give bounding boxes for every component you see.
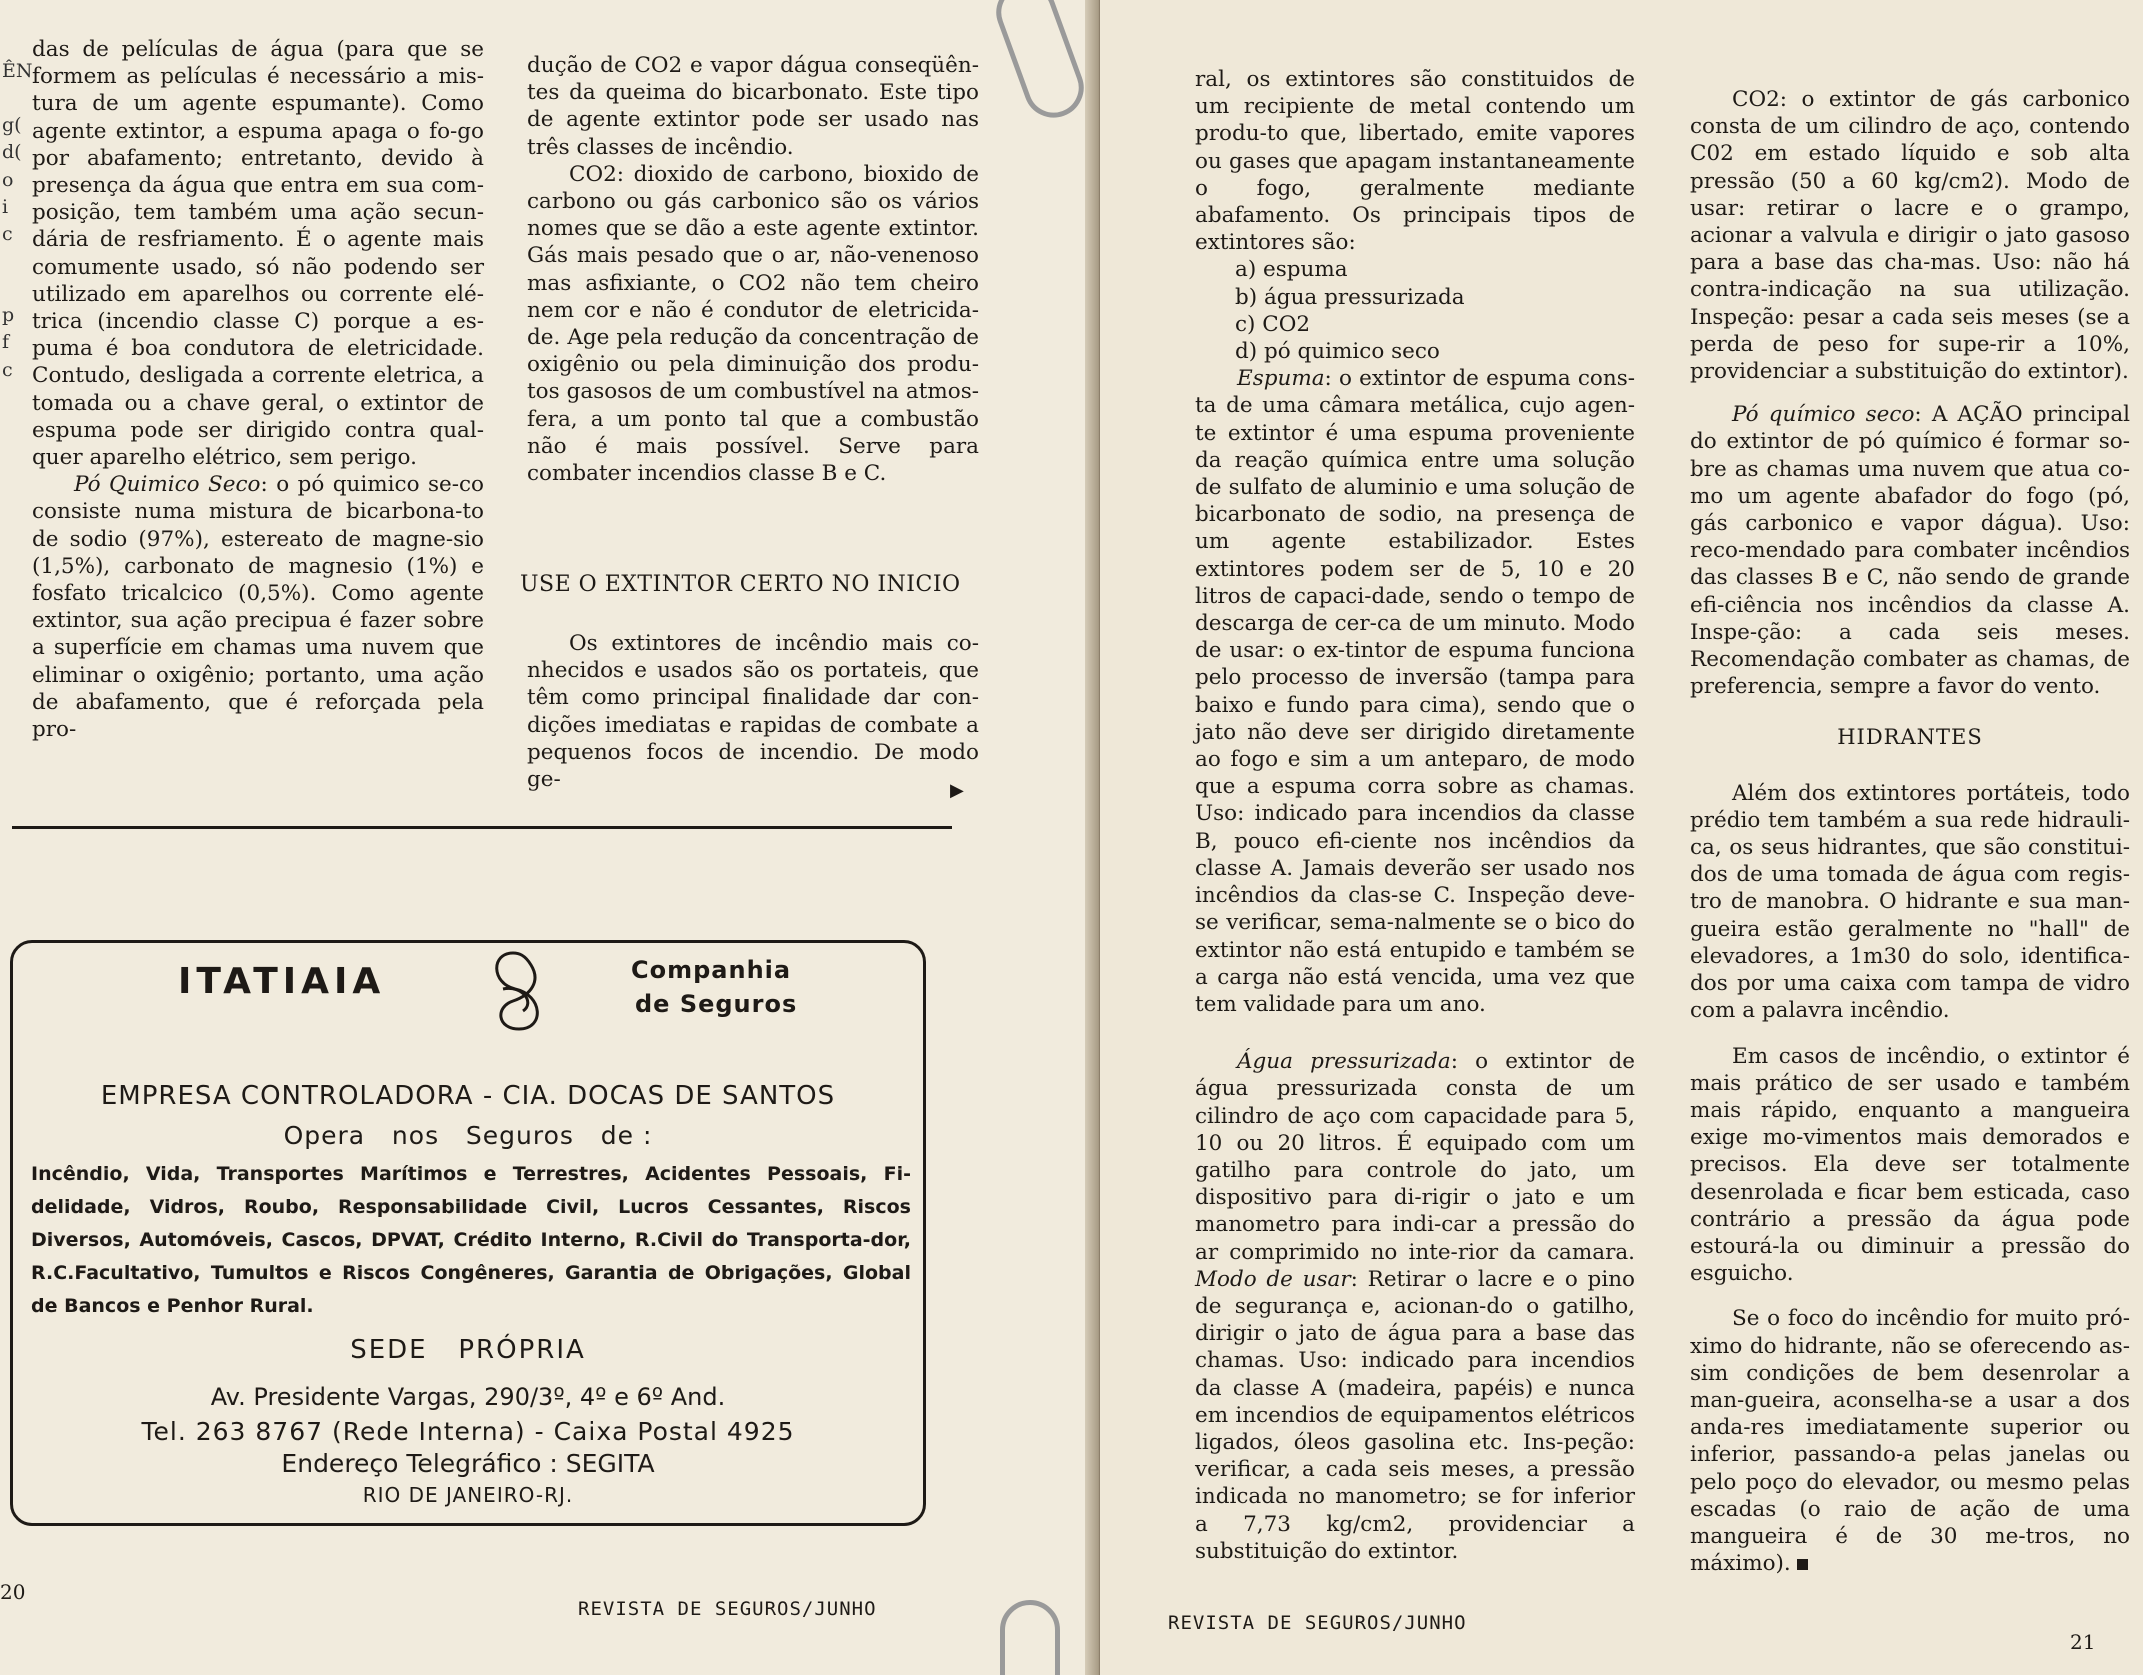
run-text: : A AÇÃO principal do extintor de pó químico é formar so-bre as chamas uma nuvem que atua co-mo um agente abafador do fogo (pó, gás carbonico e vapor dágua). Uso: reco-mendado para combater incêndios das classes B e C, não sendo de grande efi-ciência nos incêndios da classe A. Inspe-ção: a cada seis meses. Recomendação combater as chamas, de preferencia, sempre a favor do vento. xyxy=(1690,402,2131,700)
ad-sede: SEDE PRÓPRIA xyxy=(350,1335,586,1365)
section-heading: USE O EXTINTOR CERTO NO INICIO xyxy=(520,572,961,597)
margin-letter: d( xyxy=(2,141,22,164)
page-number: 21 xyxy=(2070,1630,2096,1654)
right-column-2 xyxy=(1690,86,2130,1577)
ad-phone: Tel. 263 8767 (Rede Interna) - Caixa Postal 4925 xyxy=(141,1417,795,1446)
margin-letter: i xyxy=(2,195,9,218)
paragraph-agua xyxy=(1195,1048,1635,1565)
ad-telegraph: Endereço Telegráfico : SEGITA xyxy=(281,1449,655,1478)
list-item: b) água pressurizada xyxy=(1235,284,1465,310)
left-column-2 xyxy=(527,52,979,487)
paragraph: dução de CO2 e vapor dágua conseqüên-tes da queima do bicarbonato. Este tipo de agente extintor pode ser usado nas três classes de incêndio. xyxy=(527,53,979,160)
paragraph: ral, os extintores são constituidos de um recipiente de metal contendo um produ-to que, libertado, emite vapores ou gases que apagam instantaneamente o fogo, geralmente mediante abafamento. Os principais tipos de extintores são: xyxy=(1195,67,1635,256)
page-footer: REVISTA DE SEGUROS/JUNHO xyxy=(1168,1612,1467,1634)
run-text: : o pó quimico se-co consiste numa mistura de bicarbona-to de sodio (97%), estereato de magne-sio (1,5%), carbonato de magnesio (1%) e fosfato tricalcico (0,5%). Como agente extintor, sua ação precipua é fazer sobre a superfície em chamas uma nuvem que eliminar o oxigênio; portanto, uma ação de abafamento, que é reforçada pela pro- xyxy=(32,472,484,743)
ad-brand: ITATIAIA xyxy=(178,961,386,1002)
list-item: c) CO2 xyxy=(1235,311,1311,337)
page-number: 20 xyxy=(0,1580,26,1604)
left-column-1 xyxy=(32,36,484,743)
run-text: : Retirar o lacre e o pino de segurança e, acionan-do o gatilho, dirigir o jato de água para a base das chamas. Uso: indicado para incendios da classe A (madeira, papéis) e nunca em incendios de equipamentos elétricos ligados, óleos gasolina etc. Ins-peção: verificar, a cada seis meses, a pressão indicada no manometro; se for inferior a 7,73 kg/cm2, providenciar a substituição do extintor. xyxy=(1195,1266,1635,1564)
paper-clip-icon xyxy=(1000,1600,1060,1675)
left-column-2-cont xyxy=(527,630,979,793)
margin-letter: f xyxy=(2,331,10,354)
margin-letters xyxy=(2,58,33,384)
divider-rule xyxy=(12,826,952,829)
run-title: Água pressurizada xyxy=(1237,1049,1451,1075)
paragraph: Além dos extintores portáteis, todo prédio tem também a sua rede hidrauli-ca, os seus hidrantes, que são constitui-dos de uma tomada de água com regis-tro de manobra. O hidrante e sua man-gueira estão geralmente no "hall" de elevadores, a 1m30 do solo, identifica-dos por uma caixa com tampa de vidro com a palavra incêndio. xyxy=(1690,780,2130,1024)
ad-company-line: Companhia xyxy=(631,956,792,984)
paragraph-co2: CO2: dioxido de carbono, bioxido de carbono ou gás carbonico são os vários nomes que se dão a este agente extintor. Gás mais pesado que o ar, não-venenoso mas asfixiante, o CO2 não tem cheiro nem cor e não é condutor de eletricida-de. Age pela redução da concentração de oxigênio ou pela diminuição dos produ-tos gasosos de um combustível na atmos-fera, a um ponto tal que a combustão não é mais possível. Serve para combater incendios classe B e C. xyxy=(527,161,979,487)
page-footer: REVISTA DE SEGUROS/JUNHO xyxy=(578,1598,877,1620)
list-item: a) espuma xyxy=(1235,257,1348,283)
ad-city: RIO DE JANEIRO-RJ. xyxy=(362,1483,574,1507)
paragraph-final xyxy=(1690,1305,2130,1577)
run-title: Pó químico seco xyxy=(1732,402,1915,428)
run-text: Se o foco do incêndio for muito pró-ximo do hidrante, não se oferecendo as-sim condições de bem desenrolar a man-gueira, aconselha-se a usar a dos anda-res imediatamente superior ou inferior, passando-a pelas janelas ou pelo poço do elevador, ou mesmo pelas escadas (o raio de ação de uma mangueira é de 30 me-tros, no máximo). xyxy=(1690,1306,2130,1577)
continue-arrow-icon: ▶ xyxy=(950,780,964,801)
right-column-1 xyxy=(1195,66,1635,1565)
margin-letter: o xyxy=(2,168,14,191)
run-title: Modo de usar xyxy=(1195,1266,1351,1292)
ad-company-line: de Seguros xyxy=(635,990,798,1018)
section-heading: HIDRANTES xyxy=(1837,725,1983,750)
paragraph-espuma xyxy=(1195,365,1635,1018)
paragraph-po-quimico xyxy=(1690,401,2130,700)
right-page xyxy=(1100,0,2143,1675)
paragraph: das de películas de água (para que se formem as películas é necessário a mis-tura de um agente espumante). Como agente extintor, a espuma apaga o fo-go por abafamento; entretanto, devido à presença da água que entra em sua com-posição, tem também uma ação secun-dária de resfriamento. É o agente mais comumente usado, só não podendo ser utilizado em aparelhos ou corrente elé-trica (incendio classe C) porque a es-puma é boa condutora de eletricidade. Contudo, desligada a corrente eletrica, a tomada ou a chave geral, o extintor de espuma pode ser dirigido contra qual-quer aparelho elétrico, sem perigo. xyxy=(32,37,484,471)
ad-company xyxy=(631,953,797,1021)
ad-address: Av. Presidente Vargas, 290/3º, 4º e 6º And. xyxy=(210,1383,726,1411)
run-title: Espuma xyxy=(1237,366,1325,392)
margin-letter: g( xyxy=(2,114,22,137)
run-title: Pó Quimico Seco xyxy=(74,472,261,498)
extinguisher-types-list xyxy=(1195,256,1635,365)
ad-insurance-lines: Incêndio, Vida, Transportes Marítimos e Terrestres, Acidentes Pessoais, Fi-delidade, Vidros, Roubo, Responsabilidade Civil, Lucros Cessantes, Riscos Diversos, Automóveis, Cascos, DPVAT, Crédito Interno, R.Civil do Transporta-dor, R.C.Facultativo, Tumultos e Riscos Congêneres, Garantia de Obrigações, Global de Bancos e Penhor Rural. xyxy=(31,1163,911,1317)
list-item: d) pó quimico seco xyxy=(1235,339,1440,365)
margin-letter: c xyxy=(2,223,13,246)
margin-letter: ÊN xyxy=(2,60,33,82)
margin-letter: p xyxy=(2,304,15,327)
margin-letter: c xyxy=(2,358,13,381)
itatiaia-logo-icon xyxy=(483,945,553,1035)
paragraph-po-quimico xyxy=(32,471,484,743)
ad-opera: Opera nos Seguros de : xyxy=(283,1121,653,1150)
paper-clip-icon xyxy=(988,0,1092,126)
advertisement-itatiaia xyxy=(10,940,926,1526)
paragraph: Em casos de incêndio, o extintor é mais prático de ser usado e também mais rápido, enquanto a mangueira exige mo-vimentos mais demorados e precisos. Ela deve ser totalmente desenrolada e ficar bem esticada, caso contrário a pressão da água pode estourá-la ou diminuir a pressão do esguicho. xyxy=(1690,1043,2130,1287)
paragraph: Os extintores de incêndio mais co-nhecidos e usados são os portateis, que têm como principal finalidade dar con-dições imediatas e rapidas de combate a pequenos focos de incendio. De modo ge- xyxy=(527,631,979,793)
paragraph-co2: CO2: o extintor de gás carbonico consta de um cilindro de aço, contendo C02 em estado líquido e sob alta pressão (50 a 60 kg/cm2). Modo de usar: retirar o lacre e o grampo, acionar a valvula e dirigir o jato gasoso para a base das cha-mas. Uso: não há contra-indicação na sua utilização. Inspeção: pesar a cada seis meses (se a perda de peso for supe-rir a 10%, providenciar a substituição do extintor). xyxy=(1690,87,2130,385)
end-mark-icon xyxy=(1797,1559,1808,1570)
ad-controller: EMPRESA CONTROLADORA - CIA. DOCAS DE SANTOS xyxy=(100,1081,836,1111)
run-text: : o extintor de água pressurizada consta de um cilindro de aço com capacidade para 5, 10 ou 20 litros. É equipado com um gatilho para controle do jato, um dispositivo para di-rigir o jato e um manometro para indi-car a pressão do ar comprimido no inte-rior da camara. xyxy=(1195,1049,1635,1265)
run-text: : o extintor de espuma cons-ta de uma câmara metálica, cujo agen-te extintor é uma espuma proveniente da reação química entre uma solução de sulfato de aluminio e uma solução de bicarbonato de sodio, na presença de um agente estabilizador. Estes extintores podem ser de 5, 10 e 20 litros de capaci-dade, sendo o tempo de descarga de cer-ca de um minuto. Modo de usar: o ex-tintor de espuma funciona pelo processo de inversão (tampa para baixo e fundo para cima), sendo que o jato não deve ser dirigido diretamente ao fogo e sim a um anteparo, de modo que a espuma corra sobre as chamas. Uso: indicado para incendios da classe B, pouco efi-ciente nos incêndios da classe A. Jamais deverão ser usado nos incêndios da clas-se C. Inspeção deve-se verificar, sema-nalmente se o bico do extintor não está entupido e também se a carga não está vencida, uma vez que tem validade para um ano. xyxy=(1195,366,1635,1017)
